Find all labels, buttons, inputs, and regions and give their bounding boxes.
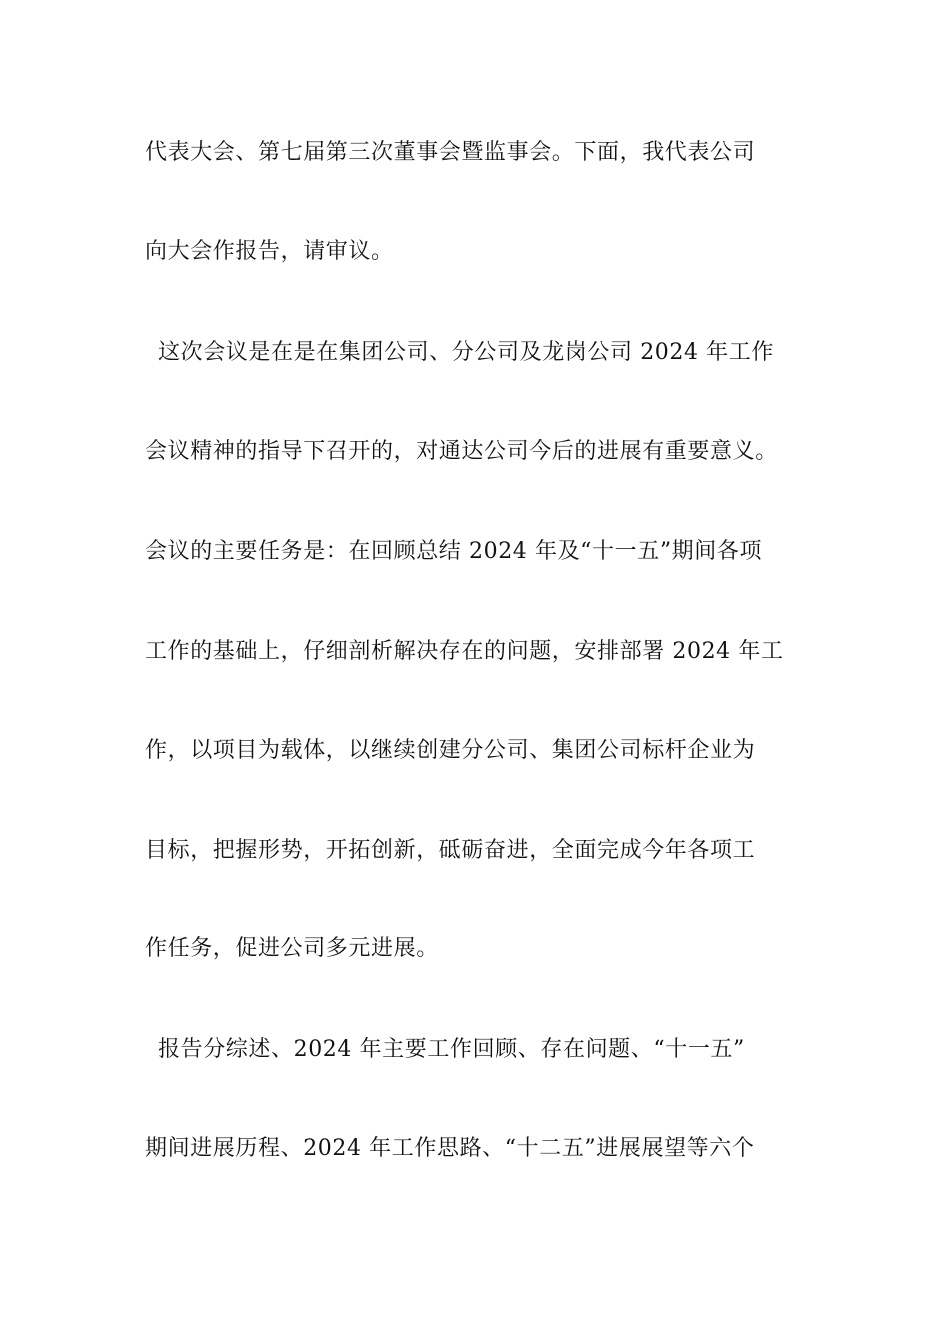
text-line: 期间进展历程、2024 年工作思路、“十二五”进展展望等六个 (145, 1136, 755, 1161)
text-line: 作任务，促进公司多元进展。 (145, 936, 439, 961)
text-line: 会议的主要任务是：在回顾总结 2024 年及“十一五”期间各项 (145, 539, 763, 564)
text-line: 代表大会、第七届第三次董事会暨监事会。下面，我代表公司 (145, 140, 756, 165)
paragraph-start-line: 这次会议是在是在集团公司、分公司及龙岗公司 2024 年工作 (158, 340, 774, 365)
text-line: 向大会作报告，请审议。 (145, 239, 394, 264)
text-line: 工作的基础上，仔细剖析解决存在的问题，安排部署 2024 年工 (145, 639, 784, 664)
paragraph-start-line: 报告分综述、2024 年主要工作回顾、存在问题、“十一五” (158, 1037, 745, 1062)
text-line: 目标，把握形势，开拓创新，砥砺奋进，全面完成今年各项工 (145, 838, 756, 863)
text-line: 作，以项目为载体，以继续创建分公司、集团公司标杆企业为 (145, 738, 756, 763)
text-line: 会议精神的指导下召开的，对通达公司今后的进展有重要意义。 (145, 439, 778, 464)
